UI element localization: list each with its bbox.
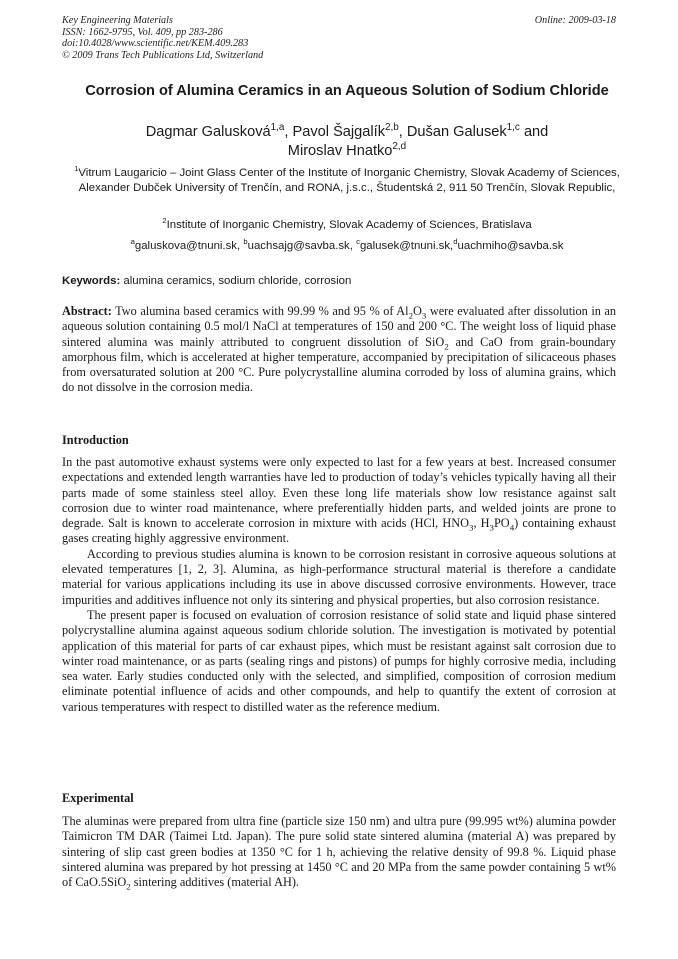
doi-line: doi:10.4028/www.scientific.net/KEM.409.283	[62, 38, 249, 49]
keywords-text: alumina ceramics, sodium chloride, corrosion	[120, 275, 352, 287]
author-name: Dagmar Galusková	[145, 124, 271, 140]
subscript: 3	[469, 522, 474, 533]
section-heading-experimental: Experimental	[62, 791, 134, 805]
affiliation-2	[62, 218, 632, 233]
author-list	[62, 123, 632, 161]
paper-title: Corrosion of Alumina Ceramics in an Aqueous Solution of Sodium Chloride	[85, 83, 609, 99]
affiliation-text: Vitrum Laugaricio – Joint Glass Center of the Institute of Inorganic Chemistry, Slovak Academy of Sciences, Alexander Dubček University of Trenčín, and RONA, j.s.c., Študentská 2, 911 50 Trenčín, Slovak Republic,	[78, 167, 620, 194]
keywords-label: Keywords:	[62, 275, 121, 287]
paragraph: According to previous studies alumina is known to be corrosion resistant in corrosive aqueous solutions at elevated temperatures [1, 2, 3]. Alumina, as high-performance structural material is therefore a candidate material for various applications including its use in above discussed corrosive environments. However, trace impurities and additives influence not only its sintering and physical properties, but also corrosion resistance.	[62, 546, 616, 607]
online-date: Online: 2009-03-18	[534, 15, 616, 26]
affiliation-mark: 1	[74, 164, 79, 174]
abstract-text: O	[413, 304, 422, 318]
email-address[interactable]: uachmiho@savba.sk	[457, 240, 564, 252]
paragraph-text: PO	[493, 516, 510, 531]
subscript: 3	[421, 310, 427, 321]
email-mark: c	[356, 237, 360, 247]
publication-header	[62, 15, 616, 61]
subscript: 3	[489, 522, 494, 533]
subscript: 4	[509, 522, 515, 533]
abstract-label: Abstract:	[62, 304, 112, 318]
abstract	[62, 304, 616, 396]
paragraph-text: ) containing exhaust gases creating highly aggressive environment.	[62, 516, 616, 546]
paragraph-text: In the past automotive exhaust systems were only expected to last for a few years at best. Increased consumer expectations and extended length warranties have led to production of today’s vehicles typically having all their parts made of some stainless steel alloy. Even these long life materials show low resistance against salt corrosion due to winter road maintenance, where preferentially hidden parts, and welded joints are prone to degrade. Salt is known to accelerate corrosion in mixture with acids (HCl, HNO	[62, 455, 616, 531]
email-mark: b	[243, 237, 248, 247]
journal-name: Key Engineering Materials	[62, 15, 173, 26]
introduction-body	[62, 455, 616, 715]
affiliation-text: Institute of Inorganic Chemistry, Slovak Academy of Sciences, Bratislava	[166, 219, 532, 231]
paragraph	[62, 814, 616, 890]
paragraph-text: The aluminas were prepared from ultra fine (particle size 150 nm) and ultra pure (99.995 wt%) alumina powder Taimicron TM DAR (Taimei Ltd. Japan). The pure solid state sintered alumina (material A) was prepared by sintering of slip cast green bodies at 1350 °C for 1 h, achieving the relative density of 99.8 %. Liquid phase sintered alumina was prepared by hot pressing at 1450 °C and 20 MPa from the same powder containing 5 wt% of CaO.5SiO	[62, 814, 616, 890]
author-separator: ,	[398, 124, 407, 140]
keywords	[62, 274, 632, 289]
email-address[interactable]: galusek@tnuni.sk,	[359, 240, 454, 252]
paragraph-text: , H	[473, 516, 490, 531]
section-heading-introduction: Introduction	[62, 433, 129, 447]
issn-line: ISSN: 1662-9795, Vol. 409, pp 283-286	[62, 26, 223, 38]
email-list	[62, 239, 632, 254]
author-name: Miroslav Hnatko	[287, 143, 393, 159]
email-address[interactable]: galuskova@tnuni.sk,	[134, 240, 244, 252]
copyright-line: © 2009 Trans Tech Publications Ltd, Switzerland	[62, 49, 264, 61]
subscript: 2	[408, 310, 413, 321]
experimental-body	[62, 814, 616, 890]
author-separator: and	[519, 124, 549, 140]
author-name: Dušan Galusek	[406, 124, 507, 140]
affiliation-1	[62, 166, 632, 196]
email-mark: d	[453, 237, 458, 247]
paragraph: The present paper is focused on evaluation of corrosion resistance of solid state and liquid phase sintered polycrystalline alumina against aqueous sodium chloride solution. The investigation is motivated by potential application of this material for parts of car exhaust pipes, which must be resistant against salt corrosion due to winter road maintenance, or as parts (sealing rings and pistons) of pumps for highly corrosive media, including sea water. Early studies conducted only with the selected, and simplified, composition of corrosion medium eliminate potential influence of acids and other compounds, and help to quantify the extent of corrosion at various temperatures with respect to distilled water as the reference medium.	[62, 607, 616, 714]
subscript: 2	[444, 341, 449, 352]
email-mark: a	[130, 237, 135, 247]
abstract-text: were evaluated after dissolution in an aqueous solution containing 0.5 mol/l NaCl at temperatures of 150 and 200 °C. The weight loss of liquid phase sintered alumina was mainly attributed to congruent dissolution of SiO	[62, 304, 616, 349]
author-affiliation-mark: 1,c	[506, 122, 520, 134]
author-affiliation-mark: 2,b	[385, 122, 399, 134]
affiliation-mark: 2	[162, 216, 167, 226]
author-affiliation-mark: 2,d	[392, 141, 407, 153]
abstract-text: Two alumina based ceramics with 99.99 % and 95 % of Al	[111, 304, 409, 318]
author-affiliation-mark: 1,a	[270, 122, 285, 134]
author-name: Pavol Šajgalík	[292, 124, 385, 140]
abstract-text: and CaO from grain-boundary amorphous film, which is accelerated at higher temperature, accompanied by precipitation of silicaceous phases from oversaturated solution at 200 °C. Pure polycrystalline alumina corroded by loss of alumina grains, which do not dissolve in the corrosion media.	[62, 334, 616, 395]
paragraph-text: sintering additives (material AH).	[130, 875, 299, 890]
paragraph	[62, 455, 616, 547]
subscript: 2	[126, 881, 131, 892]
email-address[interactable]: uachsajg@savba.sk,	[247, 240, 357, 252]
author-separator: ,	[284, 124, 293, 140]
